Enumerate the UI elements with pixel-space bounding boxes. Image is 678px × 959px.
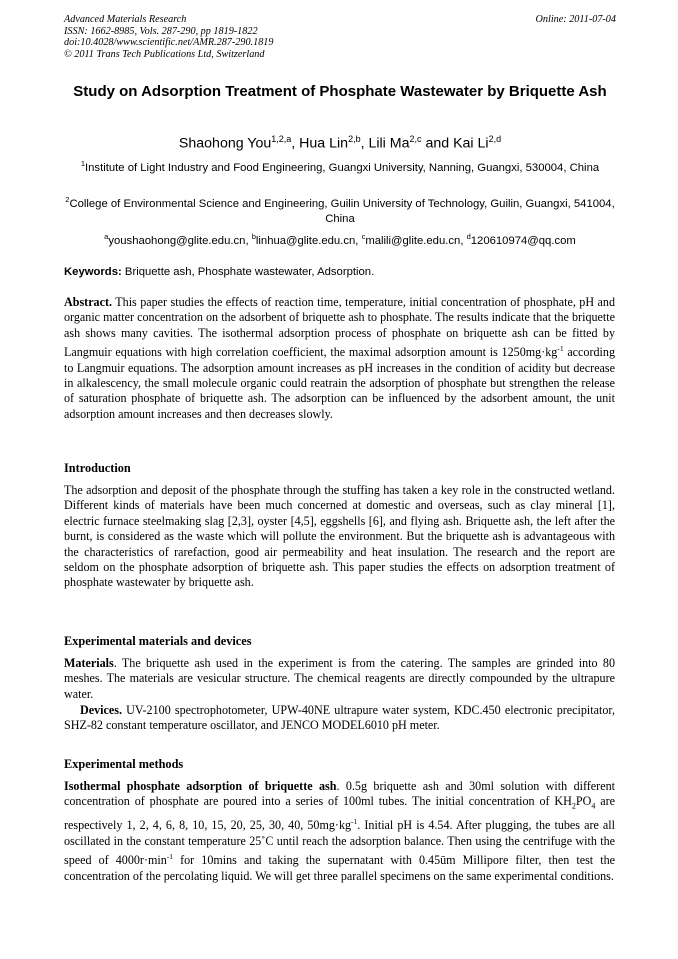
keywords-text: Briquette ash, Phosphate wastewater, Adsorption. <box>124 266 375 278</box>
email-address[interactable]: 120610974@qq.com <box>470 234 576 247</box>
methods-paragraph <box>64 779 615 884</box>
keywords <box>64 265 616 280</box>
email-list: $^a$youshaohong@glite.edu.cn, $^b$linhua@glite.edu.cn, $^c$malili@glite.edu.cn, $^d$120610974@qq.com <box>104 232 576 247</box>
email-mark: d <box>466 232 471 241</box>
author-separator: , <box>291 135 300 152</box>
journal-header <box>64 14 616 60</box>
methods-text: PO <box>575 794 592 809</box>
email-mark: c <box>361 232 366 241</box>
email-address[interactable]: malili@glite.edu.cn <box>365 234 461 247</box>
methods-text: for 10mins and taking the supernatant with 0.45ūm Millipore filter, then test the concentration of the percolating liquid. We will get three parallel specimens on the same experimental conditions. <box>64 853 615 883</box>
email-mark: a <box>104 232 109 241</box>
email-address[interactable]: youshaohong@glite.edu.cn <box>108 234 246 247</box>
online-date: Online: 2011-07-04 <box>535 14 616 25</box>
author-affiliation-mark: 1,2,a <box>271 134 292 144</box>
affiliation-mark: 1 <box>80 159 86 168</box>
email-mark: b <box>251 232 256 241</box>
author-name: Hua Lin <box>299 135 349 152</box>
author-list <box>64 130 616 153</box>
section-heading-materials: Experimental materials and devices <box>64 634 252 648</box>
author-name: Shaohong You <box>178 135 272 152</box>
abstract-label: Abstract. <box>64 295 113 309</box>
author-affiliation-mark: 2,c <box>409 134 422 144</box>
journal-issn: ISSN: 1662-8985, Vols. 287-290, pp 1819-1822 <box>64 25 258 37</box>
devices-paragraph <box>64 703 615 734</box>
author-affiliation-mark: 2,d <box>488 134 502 144</box>
section-heading-methods: Experimental methods <box>64 757 184 771</box>
materials-text: . The briquette ash used in the experiment is from the catering. The samples are grinded into 80 meshes. The materials are vesicular structure. The chemical reagents are directly compounded by the ultrapure water. <box>64 656 615 701</box>
devices-text: UV-2100 spectrophotometer, UPW-40NE ultrapure water system, KDC.450 electronic precipitator, SHZ-82 constant temperature oscillator, and JENCO MODEL6010 pH meter. <box>64 703 615 733</box>
keywords-label: Keywords: <box>64 266 122 278</box>
author-name: Kai Li <box>453 135 489 152</box>
abstract <box>64 295 615 422</box>
journal-name: Advanced Materials Research <box>64 14 187 25</box>
affiliation-mark: 2 <box>65 195 70 204</box>
methods-label: Isothermal phosphate adsorption of briquette ash <box>64 779 337 793</box>
introduction-text: The adsorption and deposit of the phosphate through the stuffing has taken a key role in the constructed wetland. Different kinds of materials have been much concerned at domestic and overseas, such as clay mineral [1], electric furnace steelmaking slag [2,3], oyster [4,5], eggshells [6], and flying ash. Briquette ash, the left after the burnt, is considered as the waste which will pollute the environment. But the briquette ash is advantageous with the characteristics of rarefaction, good air permeability and heat insulation. The research and the report are seldom on the phosphate adsorption of briquette ash. This paper studies the effects on adsorption treatment of phosphate wastewater by briquette ash. <box>64 483 615 590</box>
abstract-text: according to Langmuir equations. The adsorption amount increases as pH increases in the condition of acidity but decrease in alkalescency, the small molecule organic could reatrain the adsorption of phosphate but strengthen the release of saturation phosphate of briquette ash. The adsorption can be influenced by the adsorbent amount, the unit adsorption amount increases and then decreases slowly. <box>64 345 615 421</box>
unit-exponent: -1 <box>351 817 358 827</box>
materials-paragraph <box>64 656 615 702</box>
chemical-subscript: 2 <box>571 801 576 811</box>
author-affiliation-mark: 2,b <box>348 134 361 144</box>
journal-copyright: © 2011 Trans Tech Publications Ltd, Switzerland <box>64 48 265 60</box>
abstract-text: This paper studies the effects of reaction time, temperature, initial concentration of phosphate, pH and organic matter concentration on the adsorbent of briquette ash to phosphate. The results indicate that the briquette ash shows many cavities. The isothermal adsorption process of phosphate on briquette ash can be fitted by Langmuir equations with high correlation coefficient, the maximal adsorption amount is 1250mg·kg <box>64 295 615 360</box>
devices-label: Devices. <box>80 703 122 717</box>
journal-doi: doi:10.4028/www.scientific.net/AMR.287-290.1819 <box>64 37 274 49</box>
methods-text: . Initial pH is 4.54. After plugging, the tubes are all oscillated in the constant temperature 25˚C until reach the adsorption balance. Then using the centrifuge with the speed of 4000r·min <box>64 818 616 868</box>
methods-text: . 0.5g briquette ash and 30ml solution with different concentration of phosphate are poured into a series of 100ml tubes. The initial concentration of KH <box>64 779 615 809</box>
author-separator: , <box>360 135 369 152</box>
affiliation-text: College of Environmental Science and Engineering, Guilin University of Technology, Guilin, Guangxi, 541004, China <box>69 197 615 226</box>
author-name: Lili Ma <box>368 135 410 152</box>
materials-label: Materials <box>64 656 114 670</box>
section-heading-introduction: Introduction <box>64 461 131 475</box>
unit-exponent: -1 <box>557 344 564 354</box>
methods-text: are respectively 1, 2, 4, 6, 8, 10, 15, 20, 25, 30, 40, 50mg·kg <box>64 794 615 833</box>
unit-exponent: -1 <box>166 852 174 862</box>
email-address[interactable]: linhua@glite.edu.cn <box>255 234 356 247</box>
affiliation-text: Institute of Light Industry and Food Engineering, Guangxi University, Nanning, Guangxi, 530004, China <box>85 161 600 174</box>
paper-title: Study on Adsorption Treatment of Phosphate Wastewater by Briquette Ash <box>73 83 607 100</box>
chemical-subscript: 4 <box>591 801 596 811</box>
affiliation <box>64 192 616 228</box>
author-separator: and <box>421 135 454 152</box>
affiliation <box>64 156 616 176</box>
